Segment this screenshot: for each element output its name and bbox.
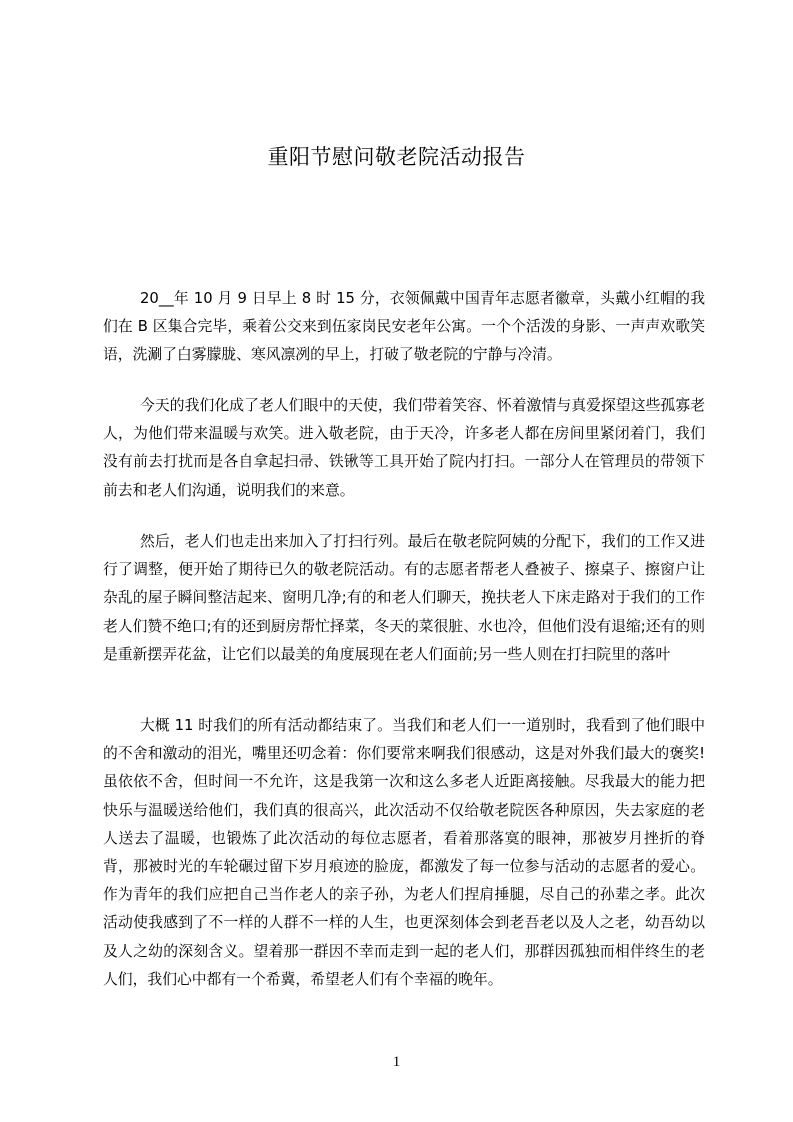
paragraph-2: 今天的我们化成了老人们眼中的天使，我们带着笑容、怀着激情与真爱探望这些孤寡老人，为他们带来温暖与欢笑。进入敬老院，由于天冷，许多老人都在房间里紧闭着门，我们没有前去打扰而是各自拿起扫帚、铁锹等工具开始了院内打扫。一部分人在管理员的带领下前去和老人们沟通，说明我们的来意。 <box>103 397 705 499</box>
paragraph-4: 大概 11 时我们的所有活动都结束了。当我们和老人们一一道别时，我看到了他们眼中的不舍和激动的泪光，嘴里还叨念着：你们要常来啊我们很感动，这是对外我们最大的褒奖!虽依依不舍，但时间一不允许，这是我第一次和这么多老人近距离接触。尽我最大的能力把快乐与温暖送给他们，我们真的很高兴，此次活动不仅给敬老院医各种原因，失去家庭的老人送去了温暖，也锻炼了此次活动的每位志愿者，看着那落寞的眼神，那被岁月挫折的脊背，那被时光的车轮碾过留下岁月痕迹的脸庞，都激发了每一位参与活动的志愿者的爱心。作为青年的我们应把自己当作老人的亲子孙，为老人们捏肩捶腿，尽自己的孙辈之孝。此次活动使我感到了不一样的人群不一样的人生，也更深刻体会到老吾老以及人之老，幼吾幼以及人之幼的深刻含义。望着那一群因不幸而走到一起的老人们，那群因孤独而相伴终生的老人们，我们心中都有一个希冀，希望老人们有个幸福的晚年。 <box>103 717 705 988</box>
paragraph-1: 20__年 10 月 9 日早上 8 时 15 分，衣领佩戴中国青年志愿者徽章，头戴小红帽的我们在 B 区集合完毕，乘着公交来到伍家岗民安老年公寓。一个个活泼的身影、一声声欢歌笑语，洗涮了白雾朦胧、寒风凛冽的早上，打破了敬老院的宁静与冷清。 <box>103 290 705 364</box>
paragraph-3: 然后，老人们也走出来加入了打扫行列。最后在敬老院阿姨的分配下，我们的工作又进行了调整，便开始了期待已久的敬老院活动。有的志愿者帮老人叠被子、擦桌子、擦窗户让杂乱的屋子瞬间整洁起来、窗明几净;有的和老人们聊天，挽扶老人下床走路对于我们的工作老人们赞不绝口;有的还到厨房帮忙择菜，冬天的菜很脏、水也冷，但他们没有退缩;还有的则是重新摆弄花盆，让它们以最美的角度展现在老人们面前;另一些人则在打扫院里的落叶 <box>103 533 705 663</box>
page-number: 1 <box>392 1054 401 1070</box>
document-title: 重阳节慰问敬老院活动报告 <box>267 145 526 169</box>
